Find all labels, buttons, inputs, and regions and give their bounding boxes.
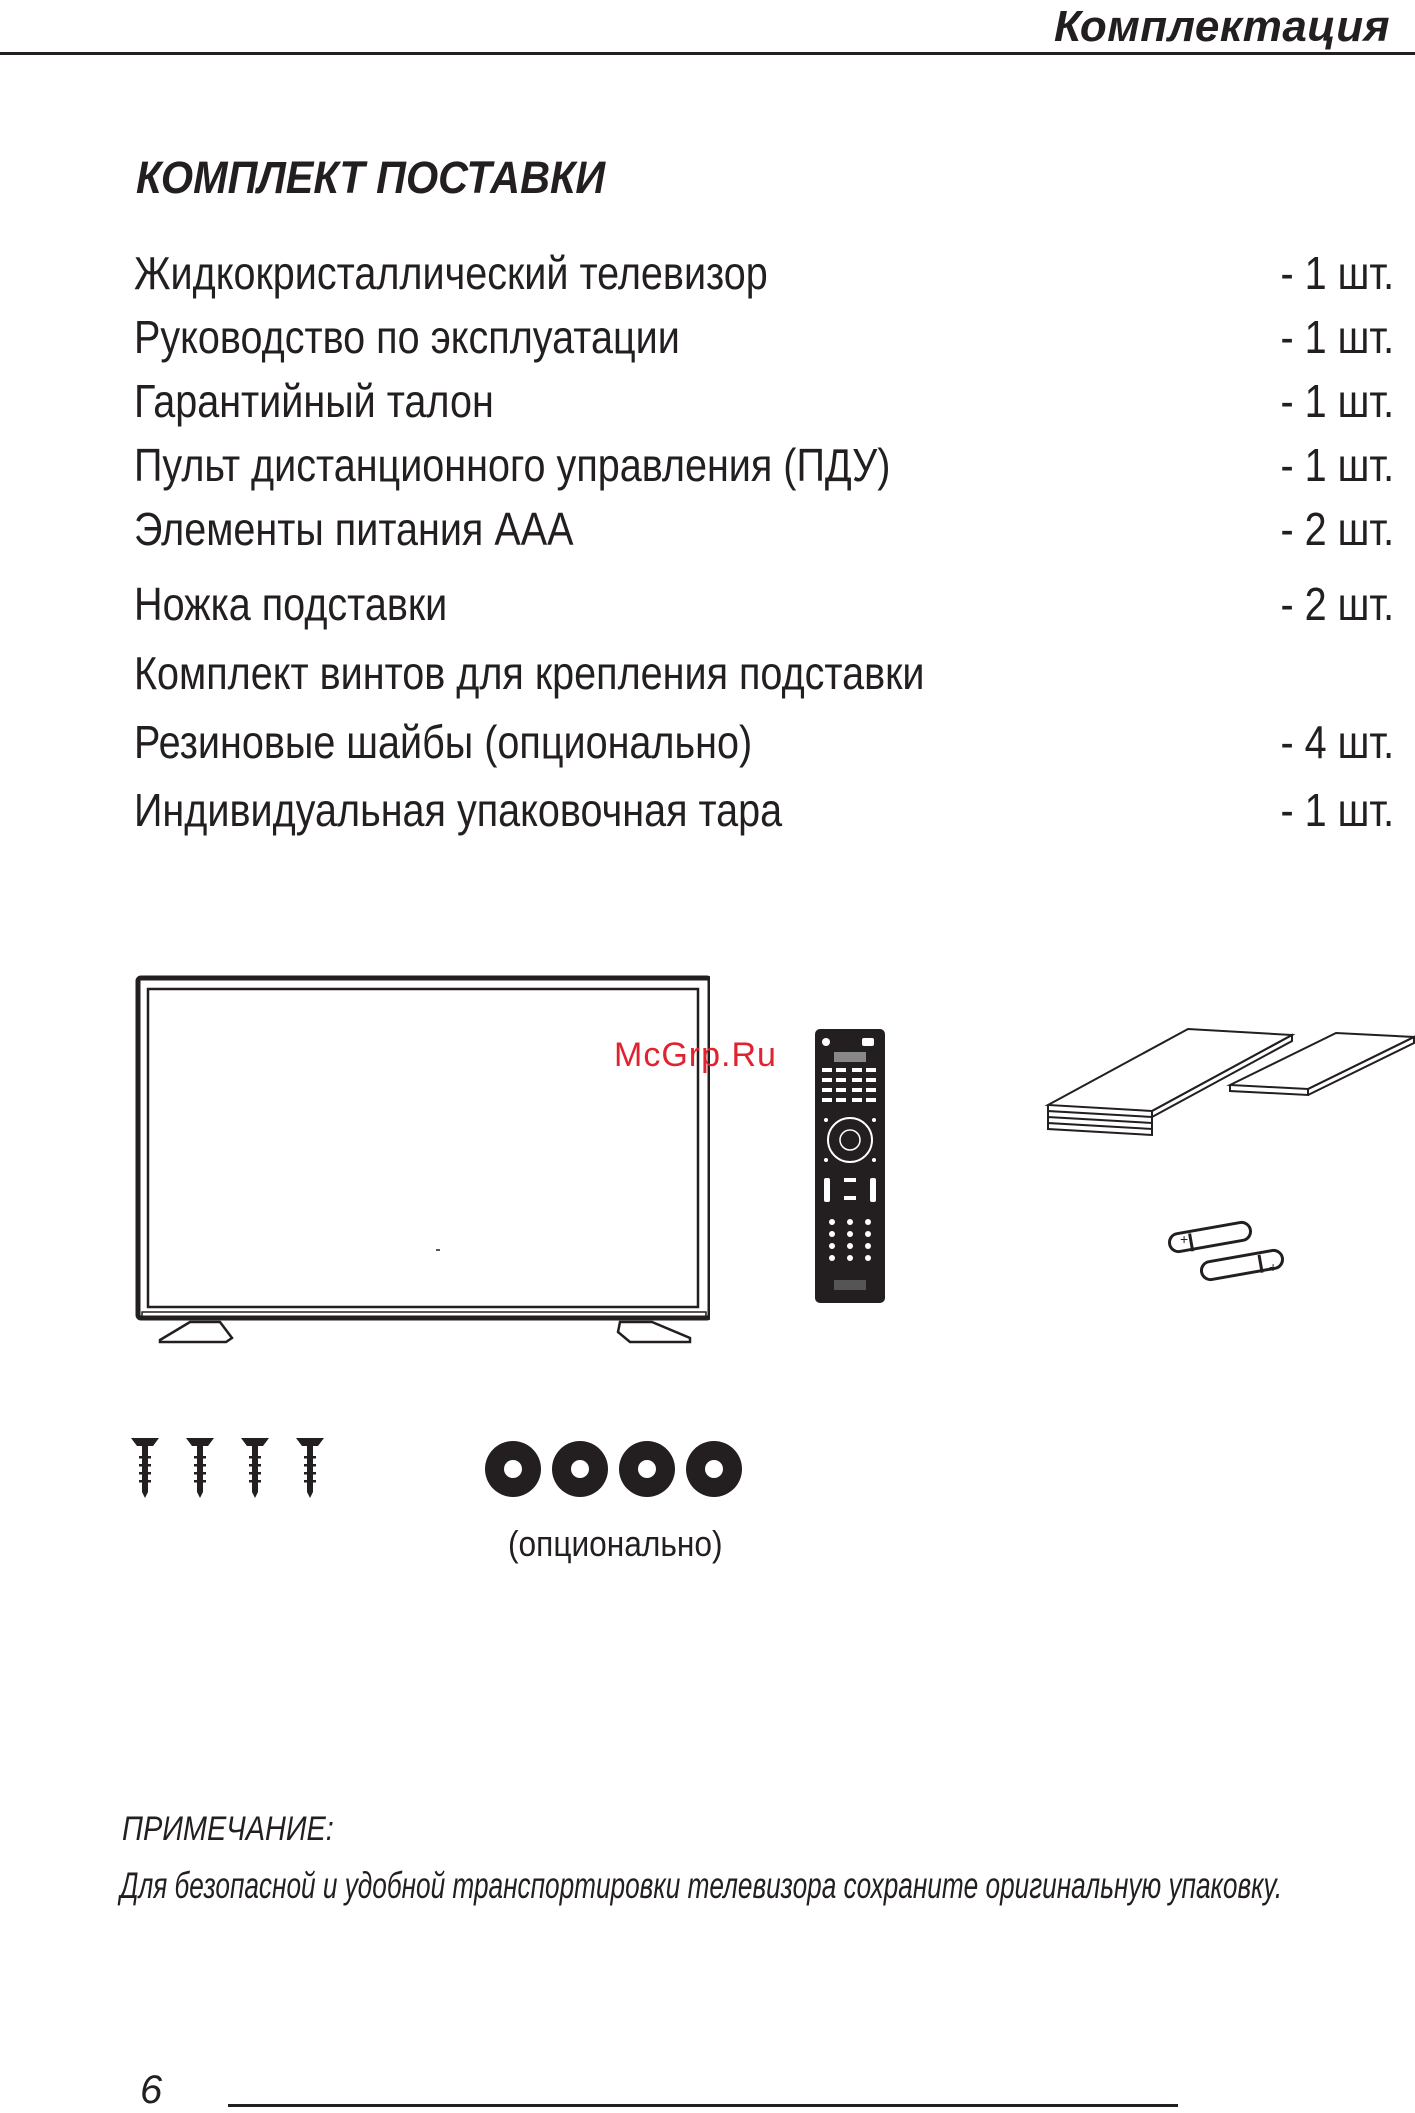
page-header-title: Комплектация (1053, 2, 1390, 51)
list-item (134, 371, 1394, 431)
list-item (134, 574, 1394, 634)
washer-icon (686, 1441, 742, 1497)
remote-control-illustration (814, 1028, 886, 1304)
screw-icon (186, 1438, 214, 1498)
note-text: Для безопасной и удобной транспортировки телевизора сохраните оригинальную упаковку. (120, 1865, 1283, 1906)
batteries-illustration (1165, 1220, 1290, 1288)
item-name: Элементы питания ААА (134, 503, 574, 555)
item-quantity: - 2 шт. (1280, 503, 1394, 555)
item-quantity: - 1 шт. (1280, 375, 1394, 427)
battery-plus-sign: + (1180, 1231, 1189, 1247)
list-item (134, 499, 1394, 559)
watermark: McGrp.Ru (614, 1036, 777, 1074)
item-quantity: - 1 шт. (1280, 311, 1394, 363)
header-divider (0, 52, 1415, 55)
screw-icon (131, 1438, 159, 1498)
washer-icon (485, 1441, 541, 1497)
list-item (134, 712, 1394, 772)
item-name: Резиновые шайбы (опционально) (134, 716, 753, 768)
item-name: Пульт дистанционного управления (ПДУ) (134, 439, 891, 491)
list-item (134, 435, 1394, 495)
item-name: Ножка подставки (134, 578, 448, 630)
item-name: Индивидуальная упаковочная тара (134, 784, 783, 836)
page-number: 6 (140, 2068, 163, 2112)
screws-illustration (125, 1436, 335, 1500)
item-quantity: - 2 шт. (1280, 578, 1394, 630)
battery-plus-sign: + (1269, 1259, 1278, 1275)
item-name: Гарантийный талон (134, 375, 494, 427)
list-item (134, 643, 1394, 703)
screw-icon (296, 1438, 324, 1498)
list-item (134, 243, 1394, 303)
section-title: КОМПЛЕКТ ПОСТАВКИ (136, 152, 606, 203)
washers-caption: (опционально) (508, 1523, 723, 1564)
footer-divider (228, 2104, 1178, 2107)
item-name: Комплект винтов для крепления подставки (134, 647, 925, 699)
item-quantity: - 1 шт. (1280, 439, 1394, 491)
list-item (134, 780, 1394, 840)
item-quantity: - 1 шт. (1280, 784, 1394, 836)
item-name: Руководство по эксплуатации (134, 311, 680, 363)
washer-icon (552, 1441, 608, 1497)
tv-illustration (130, 970, 710, 1350)
item-quantity: - 1 шт. (1280, 247, 1394, 299)
rubber-washers-illustration (484, 1440, 746, 1498)
washer-icon (619, 1441, 675, 1497)
item-quantity: - 4 шт. (1280, 716, 1394, 768)
manual-booklets-illustration (1040, 1025, 1415, 1140)
note-label: ПРИМЕЧАНИЕ: (122, 1810, 334, 1848)
list-item (134, 307, 1394, 367)
screw-icon (241, 1438, 269, 1498)
item-name: Жидкокристаллический телевизор (134, 247, 768, 299)
